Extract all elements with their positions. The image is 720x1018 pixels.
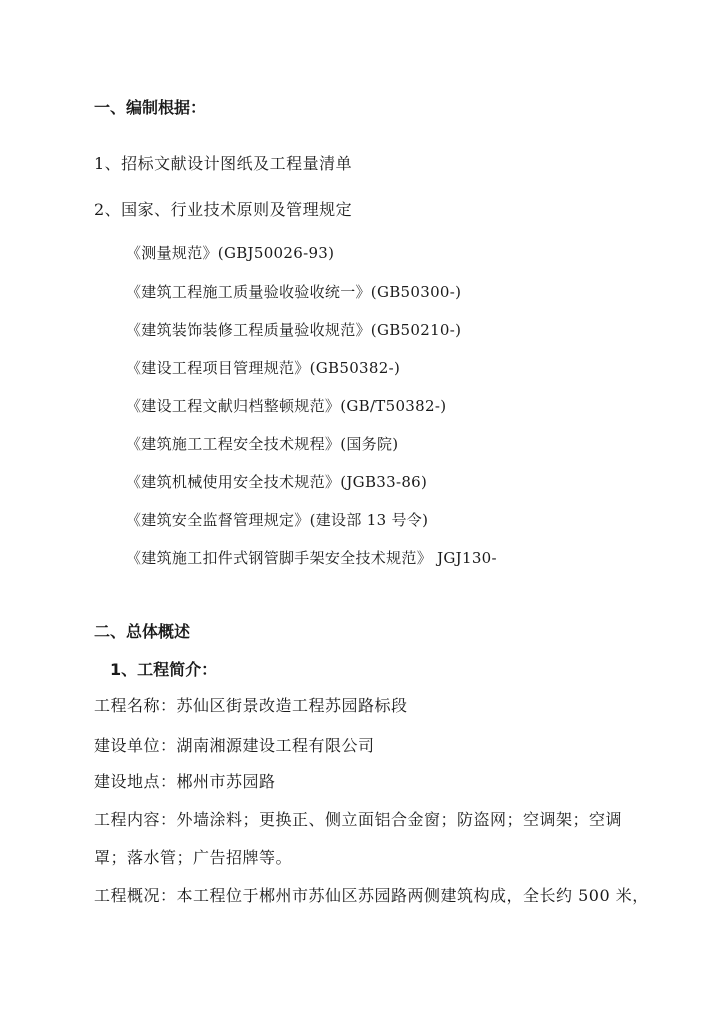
standard-item: 《建筑安全监督管理规定》(建设部 13 号令) <box>126 511 429 529</box>
project-intro-heading: 1、工程简介： <box>110 660 218 679</box>
basis-item-2: 2、国家、行业技术原则及管理规定 <box>94 200 353 219</box>
project-name: 工程名称：苏仙区街景改造工程苏园路标段 <box>94 696 408 715</box>
standard-item: 《建筑施工扣件式钢管脚手架安全技术规范》 JGJ130- <box>126 549 497 567</box>
standard-item: 《建设工程项目管理规范》(GB50382-) <box>126 359 401 377</box>
builder-unit: 建设单位：湖南湘源建设工程有限公司 <box>94 736 375 755</box>
project-content-line-1: 工程内容：外墙涂料；更换正、侧立面铝合金窗；防盗网；空调架；空调 <box>94 810 623 829</box>
basis-item-1: 1、招标文献设计图纸及工程量清单 <box>94 154 353 173</box>
project-content-line-2: 罩；落水管；广告招牌等。 <box>94 848 293 867</box>
standard-item: 《建筑工程施工质量验收验收统一》(GB50300-) <box>126 283 462 301</box>
standard-item: 《测量规范》(GBJ50026-93) <box>126 244 335 262</box>
standard-item: 《建筑装饰装修工程质量验收规范》(GB50210-) <box>126 321 462 339</box>
standard-item: 《建筑机械使用安全技术规范》(JGB33-86) <box>126 473 428 491</box>
standard-item: 《建设工程文献归档整顿规范》(GB/T50382-) <box>126 397 447 415</box>
section2-heading: 二、总体概述 <box>94 622 191 641</box>
standard-item: 《建筑施工工程安全技术规程》(国务院) <box>126 435 399 453</box>
section1-heading: 一、编制根据： <box>94 98 207 117</box>
project-overview-line-1: 工程概况：本工程位于郴州市苏仙区苏园路两侧建筑构成，全长约 500 米， <box>94 886 649 905</box>
build-location: 建设地点：郴州市苏园路 <box>94 772 276 791</box>
